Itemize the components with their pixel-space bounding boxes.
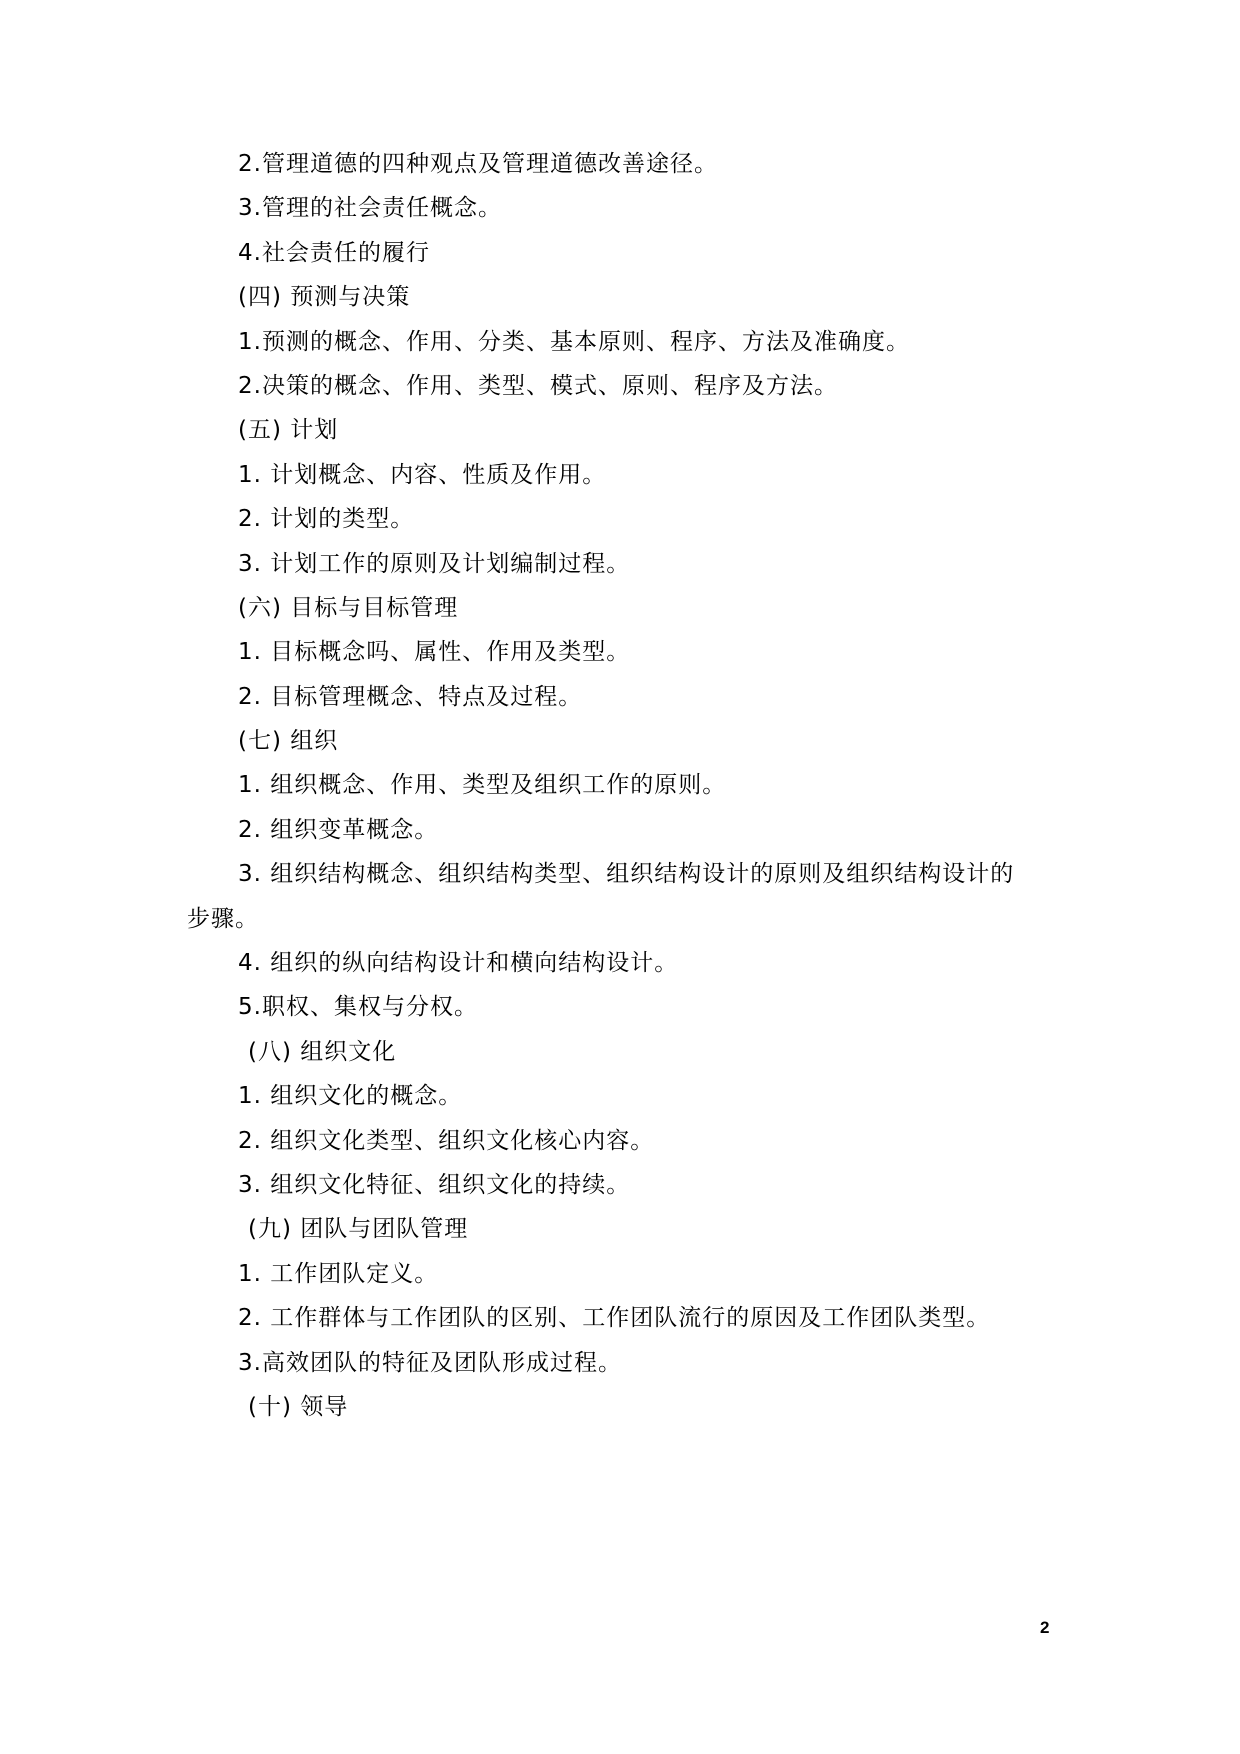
list-item: 1. 目标概念吗、属性、作用及类型。 xyxy=(238,639,631,666)
section-heading: (五) 计划 xyxy=(238,417,339,444)
section-heading: (六) 目标与目标管理 xyxy=(238,594,459,621)
list-item-continuation: 步骤。 xyxy=(187,905,259,932)
section-heading: (七) 组织 xyxy=(238,728,339,755)
list-item: 5.职权、集权与分权。 xyxy=(238,994,478,1021)
section-heading: (十) 领导 xyxy=(248,1393,349,1420)
list-item: 3.高效团队的特征及团队形成过程。 xyxy=(238,1349,622,1376)
list-item: 2. 组织文化类型、组织文化核心内容。 xyxy=(238,1127,655,1154)
list-item: 3. 计划工作的原则及计划编制过程。 xyxy=(238,550,631,577)
list-item: 1. 计划概念、内容、性质及作用。 xyxy=(238,461,607,488)
list-item: 1. 组织概念、作用、类型及组织工作的原则。 xyxy=(238,772,727,799)
list-item: 3. 组织结构概念、组织结构类型、组织结构设计的原则及组织结构设计的 xyxy=(238,861,1015,888)
list-item: 2.管理道德的四种观点及管理道德改善途径。 xyxy=(238,151,718,177)
page-number: 2 xyxy=(1040,1618,1050,1637)
list-item: 3.管理的社会责任概念。 xyxy=(238,195,502,222)
list-item: 2. 计划的类型。 xyxy=(238,506,415,533)
section-heading: (九) 团队与团队管理 xyxy=(248,1216,469,1243)
list-item: 4. 组织的纵向结构设计和横向结构设计。 xyxy=(238,950,679,977)
list-item: 3. 组织文化特征、组织文化的持续。 xyxy=(238,1171,631,1198)
section-heading: (四) 预测与决策 xyxy=(238,284,411,311)
list-item: 2. 目标管理概念、特点及过程。 xyxy=(238,683,583,710)
list-item: 4.社会责任的履行 xyxy=(238,239,430,266)
list-item: 2. 组织变革概念。 xyxy=(238,816,439,843)
list-item: 2. 工作群体与工作团队的区别、工作团队流行的原因及工作团队类型。 xyxy=(238,1305,991,1332)
section-heading: (八) 组织文化 xyxy=(248,1038,397,1065)
list-item: 1. 组织文化的概念。 xyxy=(238,1083,463,1110)
list-item: 2.决策的概念、作用、类型、模式、原则、程序及方法。 xyxy=(238,372,838,399)
document-body xyxy=(187,142,1057,1429)
list-item: 1. 工作团队定义。 xyxy=(238,1260,439,1287)
list-item: 1.预测的概念、作用、分类、基本原则、程序、方法及准确度。 xyxy=(238,328,910,355)
